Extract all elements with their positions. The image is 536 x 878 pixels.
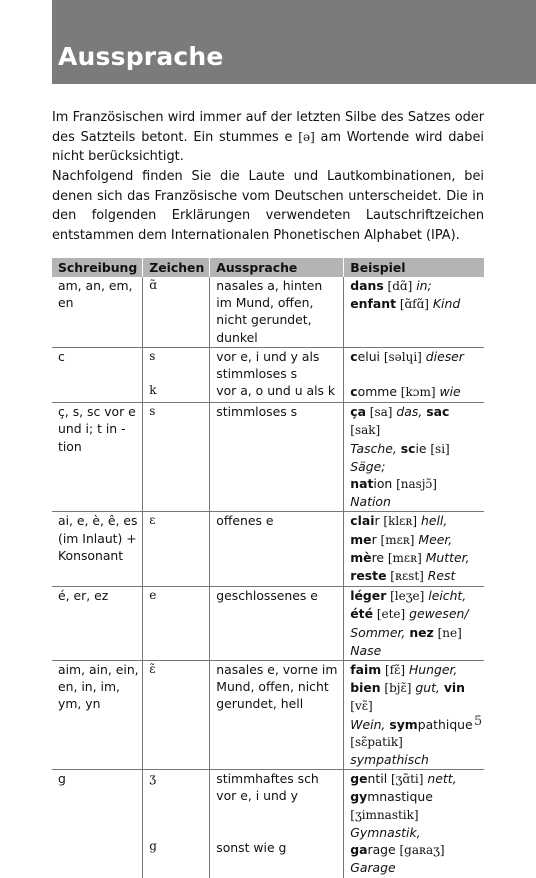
- spelling-cell: aim, ain, ein, en, in, im, ym, yn: [52, 661, 143, 770]
- example-line: [350, 277, 481, 295]
- example-segment: vin: [443, 680, 465, 696]
- example-segment: [səlɥi]: [380, 349, 422, 364]
- example-segment: [mɛʀ]: [376, 532, 415, 547]
- pronunciation-text: nasales a, hinten im Mund, offen, nicht gerundet, dunkel: [216, 278, 323, 345]
- example-segment: hell,: [417, 513, 448, 529]
- example-line: [350, 348, 481, 366]
- example-segment: sympathisch: [350, 752, 429, 768]
- pronunciation-cell: [210, 661, 344, 770]
- pronunciation-text: vor e, i und y als stimmloses s: [216, 348, 320, 382]
- pronunciation-text: sonst wie g: [216, 839, 287, 855]
- example-cell: [344, 347, 484, 402]
- example-segment: nez: [409, 624, 434, 640]
- pronunciation-text: vor a, o und u als k: [216, 383, 336, 399]
- example-line: [350, 587, 481, 605]
- example-segment: gy: [350, 789, 368, 805]
- ipa-symbol: ɑ̃: [149, 278, 157, 292]
- symbol-cell: [143, 587, 210, 661]
- example-segment: [si]: [426, 441, 450, 456]
- example-segment: [klɛʀ]: [379, 514, 418, 529]
- example-cell: [344, 770, 484, 878]
- example-segment: [kɔm]: [396, 385, 436, 400]
- example-segment: Rest: [423, 568, 456, 584]
- example-cell: [344, 661, 484, 770]
- example-segment: c: [350, 348, 358, 364]
- example-segment: [ʒɑ̃ti]: [387, 772, 424, 787]
- example-segment: faim: [350, 662, 382, 678]
- intro-paragraph-2: Nachfolgend finden Sie die Laute und Lautkombinationen, bei denen sich das Französische vom Deutschen unterscheidet. Die in den folgenden Erklärungen verwendeten Lautschriftzeichen entstammen dem Internationalen Phonetischen Alphabet (IPA).: [52, 169, 484, 243]
- symbol-cell: [143, 277, 210, 347]
- example-segment: [vɛ̃]: [350, 699, 373, 714]
- example-segment: [leʒe]: [386, 589, 425, 604]
- pronunciation-cell: [210, 277, 344, 347]
- symbol-cell: [143, 347, 210, 402]
- symbol-cell: [143, 512, 210, 587]
- example-line: [350, 859, 481, 876]
- table-row: [52, 661, 484, 770]
- example-segment: sym: [389, 716, 418, 732]
- table-header-row: [52, 258, 484, 277]
- example-segment: sac: [426, 404, 450, 420]
- example-line: [350, 475, 481, 510]
- page-title: Aussprache: [58, 42, 224, 71]
- table-row: [52, 403, 484, 512]
- example-segment: [sɛ̃patik]: [350, 734, 403, 749]
- example-line: [350, 512, 481, 530]
- pronunciation-cell: [210, 512, 344, 587]
- example-segment: Kind: [428, 296, 461, 312]
- example-segment: [dɑ̃]: [383, 279, 413, 293]
- example-segment: [fɛ̃]: [381, 663, 406, 678]
- example-segment: pathique: [417, 716, 473, 732]
- example-segment: Mutter,: [421, 549, 470, 565]
- example-line: [350, 567, 481, 585]
- example-segment: clai: [350, 513, 375, 529]
- column-header: Zeichen: [143, 258, 210, 277]
- example-segment: Wein,: [350, 716, 390, 732]
- example-line: [350, 605, 481, 623]
- example-segment: [sak]: [350, 423, 381, 438]
- example-segment: Garage: [350, 860, 396, 876]
- example-line: [350, 403, 481, 439]
- spelling-cell: c: [52, 347, 143, 402]
- example-segment: Gymnastik,: [350, 824, 421, 840]
- example-segment: gut,: [411, 680, 444, 696]
- table-body: [52, 277, 484, 878]
- symbol-cell: [143, 403, 210, 512]
- example-segment: das,: [392, 404, 427, 420]
- spelling-cell: ai, e, è, ê, es (im Inlaut) + Konsonant: [52, 512, 143, 587]
- example-cell: [344, 277, 484, 347]
- intro-paragraph-1: [52, 108, 484, 167]
- example-segment: c: [350, 384, 358, 400]
- example-segment: Tasche,: [350, 440, 401, 456]
- example-line: [350, 679, 481, 715]
- example-segment: bien: [350, 680, 381, 696]
- example-segment: ntil: [367, 771, 388, 787]
- table-row: [52, 512, 484, 587]
- ipa-symbol: [ə]: [298, 129, 315, 144]
- example-line: [350, 824, 481, 841]
- example-segment: [mɛʀ]: [384, 550, 422, 565]
- example-segment: Sommer,: [350, 624, 410, 640]
- pronunciation-cell: [210, 587, 344, 661]
- example-segment: mè: [350, 549, 372, 565]
- example-segment: Meer,: [414, 531, 453, 547]
- table-row: [52, 770, 484, 878]
- column-header: Schreibung: [52, 258, 143, 277]
- pronunciation-text: geschlossenes e: [216, 588, 318, 604]
- ipa-symbol: s: [149, 348, 156, 363]
- example-segment: Hunger,: [405, 662, 458, 678]
- example-line: [350, 531, 481, 549]
- example-segment: ge: [350, 771, 368, 787]
- pronunciation-cell: [210, 403, 344, 512]
- spelling-cell: é, er, ez: [52, 587, 143, 661]
- example-line: [350, 295, 481, 313]
- example-cell: [344, 587, 484, 661]
- table-row: [52, 587, 484, 661]
- spacer: [149, 787, 206, 804]
- ipa-symbol: g: [149, 839, 157, 854]
- spacer: [149, 804, 206, 821]
- example-segment: re: [371, 549, 385, 565]
- pronunciation-text: stimmloses s: [216, 404, 298, 420]
- example-line: [350, 440, 481, 475]
- example-segment: [ʀɛst]: [386, 569, 424, 584]
- pronunciation-cell: [210, 347, 344, 402]
- symbol-cell: [143, 770, 210, 878]
- spacer: [149, 365, 206, 382]
- pronunciation-text: stimmhaftes sch vor e, i und y: [216, 771, 319, 804]
- example-segment: wie: [435, 384, 461, 400]
- example-line: [350, 642, 481, 659]
- example-line: [350, 770, 481, 788]
- example-segment: gewesen/: [405, 606, 469, 622]
- intro-text: am Wortende wird dabei nicht berücksichtigt.: [52, 129, 484, 164]
- spacer: [149, 821, 206, 838]
- spelling-cell: am, an, em, en: [52, 277, 143, 347]
- example-segment: [ʒimnastik]: [350, 807, 419, 822]
- table-row: [52, 277, 484, 347]
- example-segment: enfant: [350, 296, 396, 312]
- example-segment: [nasjɔ̃]: [392, 477, 437, 492]
- example-segment: [sa]: [365, 405, 393, 420]
- example-segment: [ɑ̃fɑ̃]: [396, 297, 429, 312]
- example-segment: dans: [350, 278, 384, 293]
- example-line: [350, 716, 481, 733]
- intro-text: Im Französischen wird immer auf der letzten Silbe des Satzes oder des Satzteils betont. Ein stummes e: [52, 110, 484, 145]
- example-segment: me: [350, 531, 372, 547]
- example-cell: [344, 403, 484, 512]
- symbol-cell: [143, 661, 210, 770]
- pronunciation-text: nasales e, vorne im Mund, offen, nicht gerundet, hell: [216, 662, 338, 712]
- ipa-symbol: e: [149, 588, 157, 603]
- example-segment: [bjɛ̃]: [380, 681, 412, 696]
- example-segment: ion: [373, 476, 393, 492]
- example-segment: [gaʀaʒ]: [395, 843, 445, 858]
- example-segment: léger: [350, 588, 387, 604]
- example-segment: été: [350, 606, 373, 622]
- example-line: [350, 806, 481, 824]
- page-number: 5: [474, 714, 483, 729]
- pronunciation-table: [52, 258, 484, 878]
- table-row: [52, 347, 484, 402]
- spacer: [350, 366, 481, 383]
- example-segment: rage: [367, 842, 396, 858]
- spelling-cell: g: [58, 771, 66, 787]
- example-segment: sc: [400, 440, 416, 456]
- pronunciation-text: offenes e: [216, 513, 274, 529]
- example-segment: r: [371, 531, 377, 547]
- spacer: [216, 805, 340, 822]
- example-segment: Nase: [350, 642, 382, 658]
- ipa-symbol: k: [149, 383, 157, 398]
- example-line: [350, 841, 481, 859]
- spacer: [216, 822, 340, 839]
- example-segment: reste: [350, 568, 387, 584]
- example-line: [350, 383, 481, 401]
- example-segment: nett,: [423, 771, 457, 787]
- example-segment: in;: [412, 278, 432, 293]
- example-line: [350, 788, 481, 805]
- example-cell: [344, 512, 484, 587]
- spelling-cell: ç, s, sc vor e und i; t in -tion: [52, 403, 143, 512]
- example-segment: Nation: [350, 494, 391, 510]
- ipa-symbol: ɛ̃: [149, 662, 156, 677]
- example-line: [350, 549, 481, 567]
- example-segment: elui: [357, 348, 380, 364]
- example-segment: [ete]: [373, 607, 406, 622]
- example-segment: omme: [357, 384, 397, 400]
- example-line: [350, 733, 481, 768]
- example-line: [350, 624, 481, 642]
- ipa-symbol: ʒ: [149, 771, 157, 786]
- example-segment: nat: [350, 476, 374, 492]
- example-segment: Säge;: [350, 458, 386, 474]
- column-header: Beispiel: [344, 258, 484, 277]
- ipa-symbol: s: [149, 404, 156, 419]
- example-segment: ça: [350, 404, 366, 420]
- example-segment: mnastique: [367, 789, 433, 805]
- example-segment: [ne]: [433, 625, 462, 640]
- ipa-symbol: ɛ: [149, 513, 156, 528]
- example-segment: dieser: [421, 348, 464, 364]
- example-line: [350, 661, 481, 679]
- column-header: Aussprache: [210, 258, 344, 277]
- pronunciation-cell: [210, 770, 344, 878]
- example-segment: r: [374, 513, 380, 529]
- example-segment: leicht,: [424, 588, 467, 604]
- example-segment: ga: [350, 842, 368, 858]
- example-segment: ie: [415, 440, 427, 456]
